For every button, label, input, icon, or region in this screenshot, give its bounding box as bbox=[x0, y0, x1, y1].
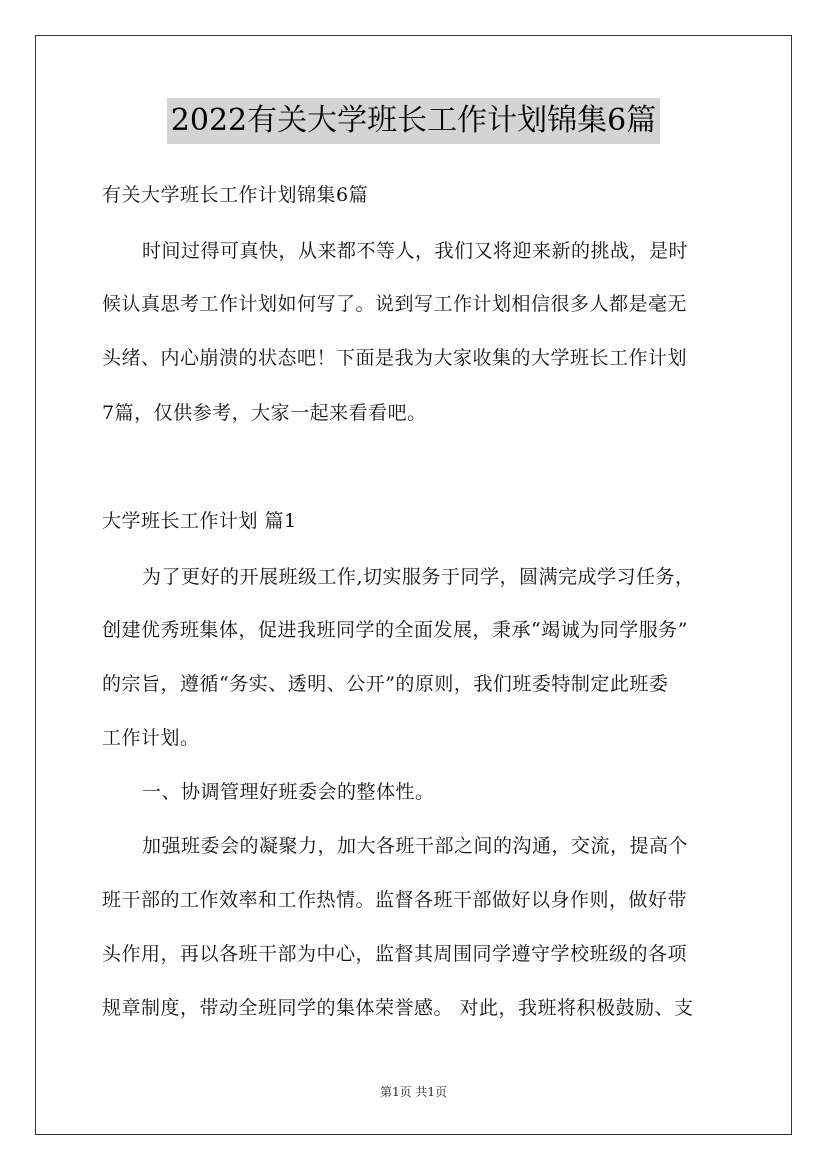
intro-line-3: 头绪、内心崩溃的状态吧！下面是我为大家收集的大学班长工作计划 bbox=[102, 347, 688, 369]
page-footer: 第1页 共1页 bbox=[379, 1085, 448, 1099]
para1-line-3: 的宗旨，遵循“务实、透明、公开”的原则，我们班委特制定此班委 bbox=[102, 673, 669, 695]
intro-line-4: 7篇，仅供参考，大家一起来看看吧。 bbox=[102, 402, 427, 424]
para2-line-2: 班干部的工作效率和工作热情。监督各班干部做好以身作则，做好带 bbox=[102, 889, 688, 911]
title-container bbox=[0, 98, 827, 144]
para1-line-1: 为了更好的开展班级工作,切实服务于同学，圆满完成学习任务， bbox=[142, 566, 695, 588]
para2-line-3: 头作用，再以各班干部为中心，监督其周围同学遵守学校班级的各项 bbox=[102, 943, 688, 965]
intro-line-2: 候认真思考工作计划如何写了。说到写工作计划相信很多人都是毫无 bbox=[102, 293, 688, 315]
intro-line-1: 时间过得可真快，从来都不等人，我们又将迎来新的挑战，是时 bbox=[142, 240, 689, 262]
para1-line-4: 工作计划。 bbox=[102, 727, 200, 749]
para2-line-1: 加强班委会的凝聚力，加大各班干部之间的沟通，交流，提高个 bbox=[142, 835, 689, 857]
para1-line-2: 创建优秀班集体，促进我班同学的全面发展，秉承“竭诚为同学服务” bbox=[102, 619, 688, 641]
item1-heading: 一、协调管理好班委会的整体性。 bbox=[142, 781, 435, 803]
para2-line-4: 规章制度，带动全班同学的集体荣誉感。 对此，我班将积极鼓励、支 bbox=[102, 997, 694, 1019]
section-heading: 大学班长工作计划 篇1 bbox=[102, 510, 297, 532]
subtitle: 有关大学班长工作计划锦集6篇 bbox=[102, 184, 369, 206]
document-title: 2022有关大学班长工作计划锦集6篇 bbox=[167, 98, 660, 144]
